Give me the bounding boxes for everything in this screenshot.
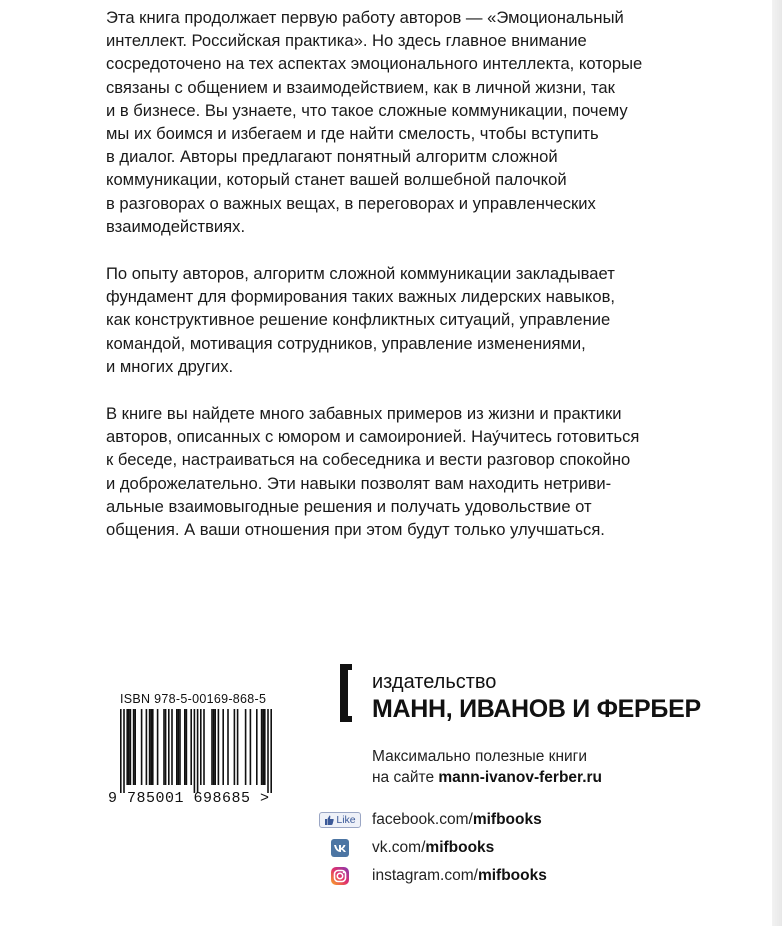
- barcode-bar: [128, 709, 130, 785]
- barcode-bar: [227, 709, 229, 785]
- barcode-bar: [134, 709, 136, 785]
- instagram-link[interactable]: [372, 867, 547, 885]
- publisher-label: издательство: [372, 671, 497, 693]
- vk-row: [318, 834, 547, 862]
- barcode-bars: [108, 709, 278, 793]
- instagram-handle: mifbooks: [477, 867, 547, 884]
- barcode-bar: [149, 709, 151, 785]
- facebook-like-icon: [318, 812, 362, 828]
- barcode-bar: [186, 709, 188, 785]
- publisher-tagline: [372, 746, 602, 788]
- barcode-bar: [165, 709, 167, 785]
- barcode-bar: [120, 709, 122, 793]
- barcode-bar: [213, 709, 215, 785]
- barcode-bar: [234, 709, 236, 785]
- facebook-handle: mifbooks: [472, 811, 542, 828]
- barcode-bar: [197, 709, 199, 793]
- barcode-bar: [264, 709, 266, 785]
- barcode-bar: [168, 709, 170, 785]
- book-description: [106, 6, 686, 565]
- cover-edge: [772, 0, 782, 926]
- barcode-bar: [171, 709, 173, 785]
- tagline-line-1: Максимально полезные книги: [372, 748, 587, 765]
- tagline-line-2: [372, 767, 602, 788]
- facebook-prefix: facebook.com/: [372, 811, 473, 828]
- vk-icon: [318, 839, 362, 857]
- barcode-bar: [184, 709, 186, 785]
- barcode-bar: [261, 709, 263, 785]
- instagram-logo-icon: [331, 867, 349, 885]
- barcode-bar: [150, 709, 152, 785]
- barcode-digits: 9 785001 698685 >: [108, 790, 270, 807]
- barcode-bar: [179, 709, 181, 785]
- tagline-prefix: на сайте: [372, 769, 439, 786]
- barcode-bar: [146, 709, 148, 785]
- vk-prefix: vk.com/: [372, 839, 426, 856]
- barcode-bar: [133, 709, 135, 785]
- instagram-row: [318, 862, 547, 890]
- barcode-bar: [157, 709, 159, 785]
- description-paragraph-2: По опыту авторов, алгоритм сложной коммуникации закладывает фундамент для формирования таких важных лидерских навыков, как конструктивное решение конфликтных ситуаций, управление командой, мотивация сотрудников, управление изменениями, и многих других.: [106, 264, 616, 376]
- barcode-bar: [245, 709, 247, 785]
- facebook-row: [318, 806, 547, 834]
- barcode-bar: [267, 709, 269, 793]
- barcode-bar: [176, 709, 178, 785]
- barcode-bar: [163, 709, 165, 785]
- barcode-bar: [194, 709, 196, 793]
- bracket-icon: [340, 664, 352, 722]
- barcode-bar: [178, 709, 180, 785]
- facebook-link[interactable]: [372, 811, 542, 829]
- publisher-website-link[interactable]: mann-ivanov-ferber.ru: [438, 769, 603, 786]
- barcode-bar: [250, 709, 252, 785]
- instagram-prefix: instagram.com/: [372, 867, 478, 884]
- barcode-bar: [256, 709, 258, 785]
- barcode-bar: [190, 709, 192, 785]
- barcode-bar: [262, 709, 264, 785]
- instagram-icon: [318, 867, 362, 885]
- barcode-bar: [211, 709, 213, 785]
- thumbs-up-icon: [324, 815, 334, 825]
- vk-handle: mifbooks: [425, 839, 495, 856]
- barcode-bar: [141, 709, 143, 785]
- like-label: Like: [336, 814, 356, 826]
- vk-link[interactable]: [372, 839, 494, 857]
- vk-logo-icon: [331, 839, 349, 857]
- barcode-bar: [270, 709, 272, 793]
- barcode-bar: [152, 709, 154, 785]
- barcode-bar: [214, 709, 216, 785]
- barcode-bar: [222, 709, 224, 785]
- barcode-bar: [123, 709, 125, 793]
- barcode-bar: [200, 709, 202, 785]
- description-paragraph-1: Эта книга продолжает первую работу авторов — «Эмоциональный интеллект. Российская практика». Но здесь главное внимание сосредоточено на тех аспектах эмоционального интеллекта, которые связаны с общением и взаимодействием, как в личной жизни, так и в бизнесе. Вы узнаете, что такое сложные коммуникации, почему мы их боимся и избегаем и где найти смелость, чтобы вступить в диалог. Авторы предлагают понятный алгоритм сложной коммуникации, который станет вашей волшебной палочкой в разговорах о важных вещах, в переговорах и управленческих взаимодействиях.: [106, 8, 643, 236]
- barcode-bar: [130, 709, 132, 785]
- social-links: [318, 806, 547, 890]
- isbn-barcode: [108, 692, 290, 807]
- description-paragraph-3: В книге вы найдете много забавных примеров из жизни и практики авторов, описанных с юмором и самоиронией. Нау́читесь готовиться к беседе, настраиваться на собеседника и вести разговор спокойно и доброжелательно. Эти навыки позволят вам находить нетриви- альные взаимовыгодные решения и получать удовольствие от общения. А ваши отношения при этом будут только улучшаться.: [106, 404, 640, 540]
- barcode-bar: [126, 709, 128, 785]
- like-button: [319, 812, 360, 828]
- isbn-number: ISBN 978-5-00169-868-5: [120, 692, 267, 706]
- publisher-name: МАНН, ИВАНОВ И ФЕРБЕР: [372, 695, 701, 723]
- barcode-bar: [237, 709, 239, 785]
- barcode-bar: [203, 709, 205, 785]
- barcode-bar: [218, 709, 220, 785]
